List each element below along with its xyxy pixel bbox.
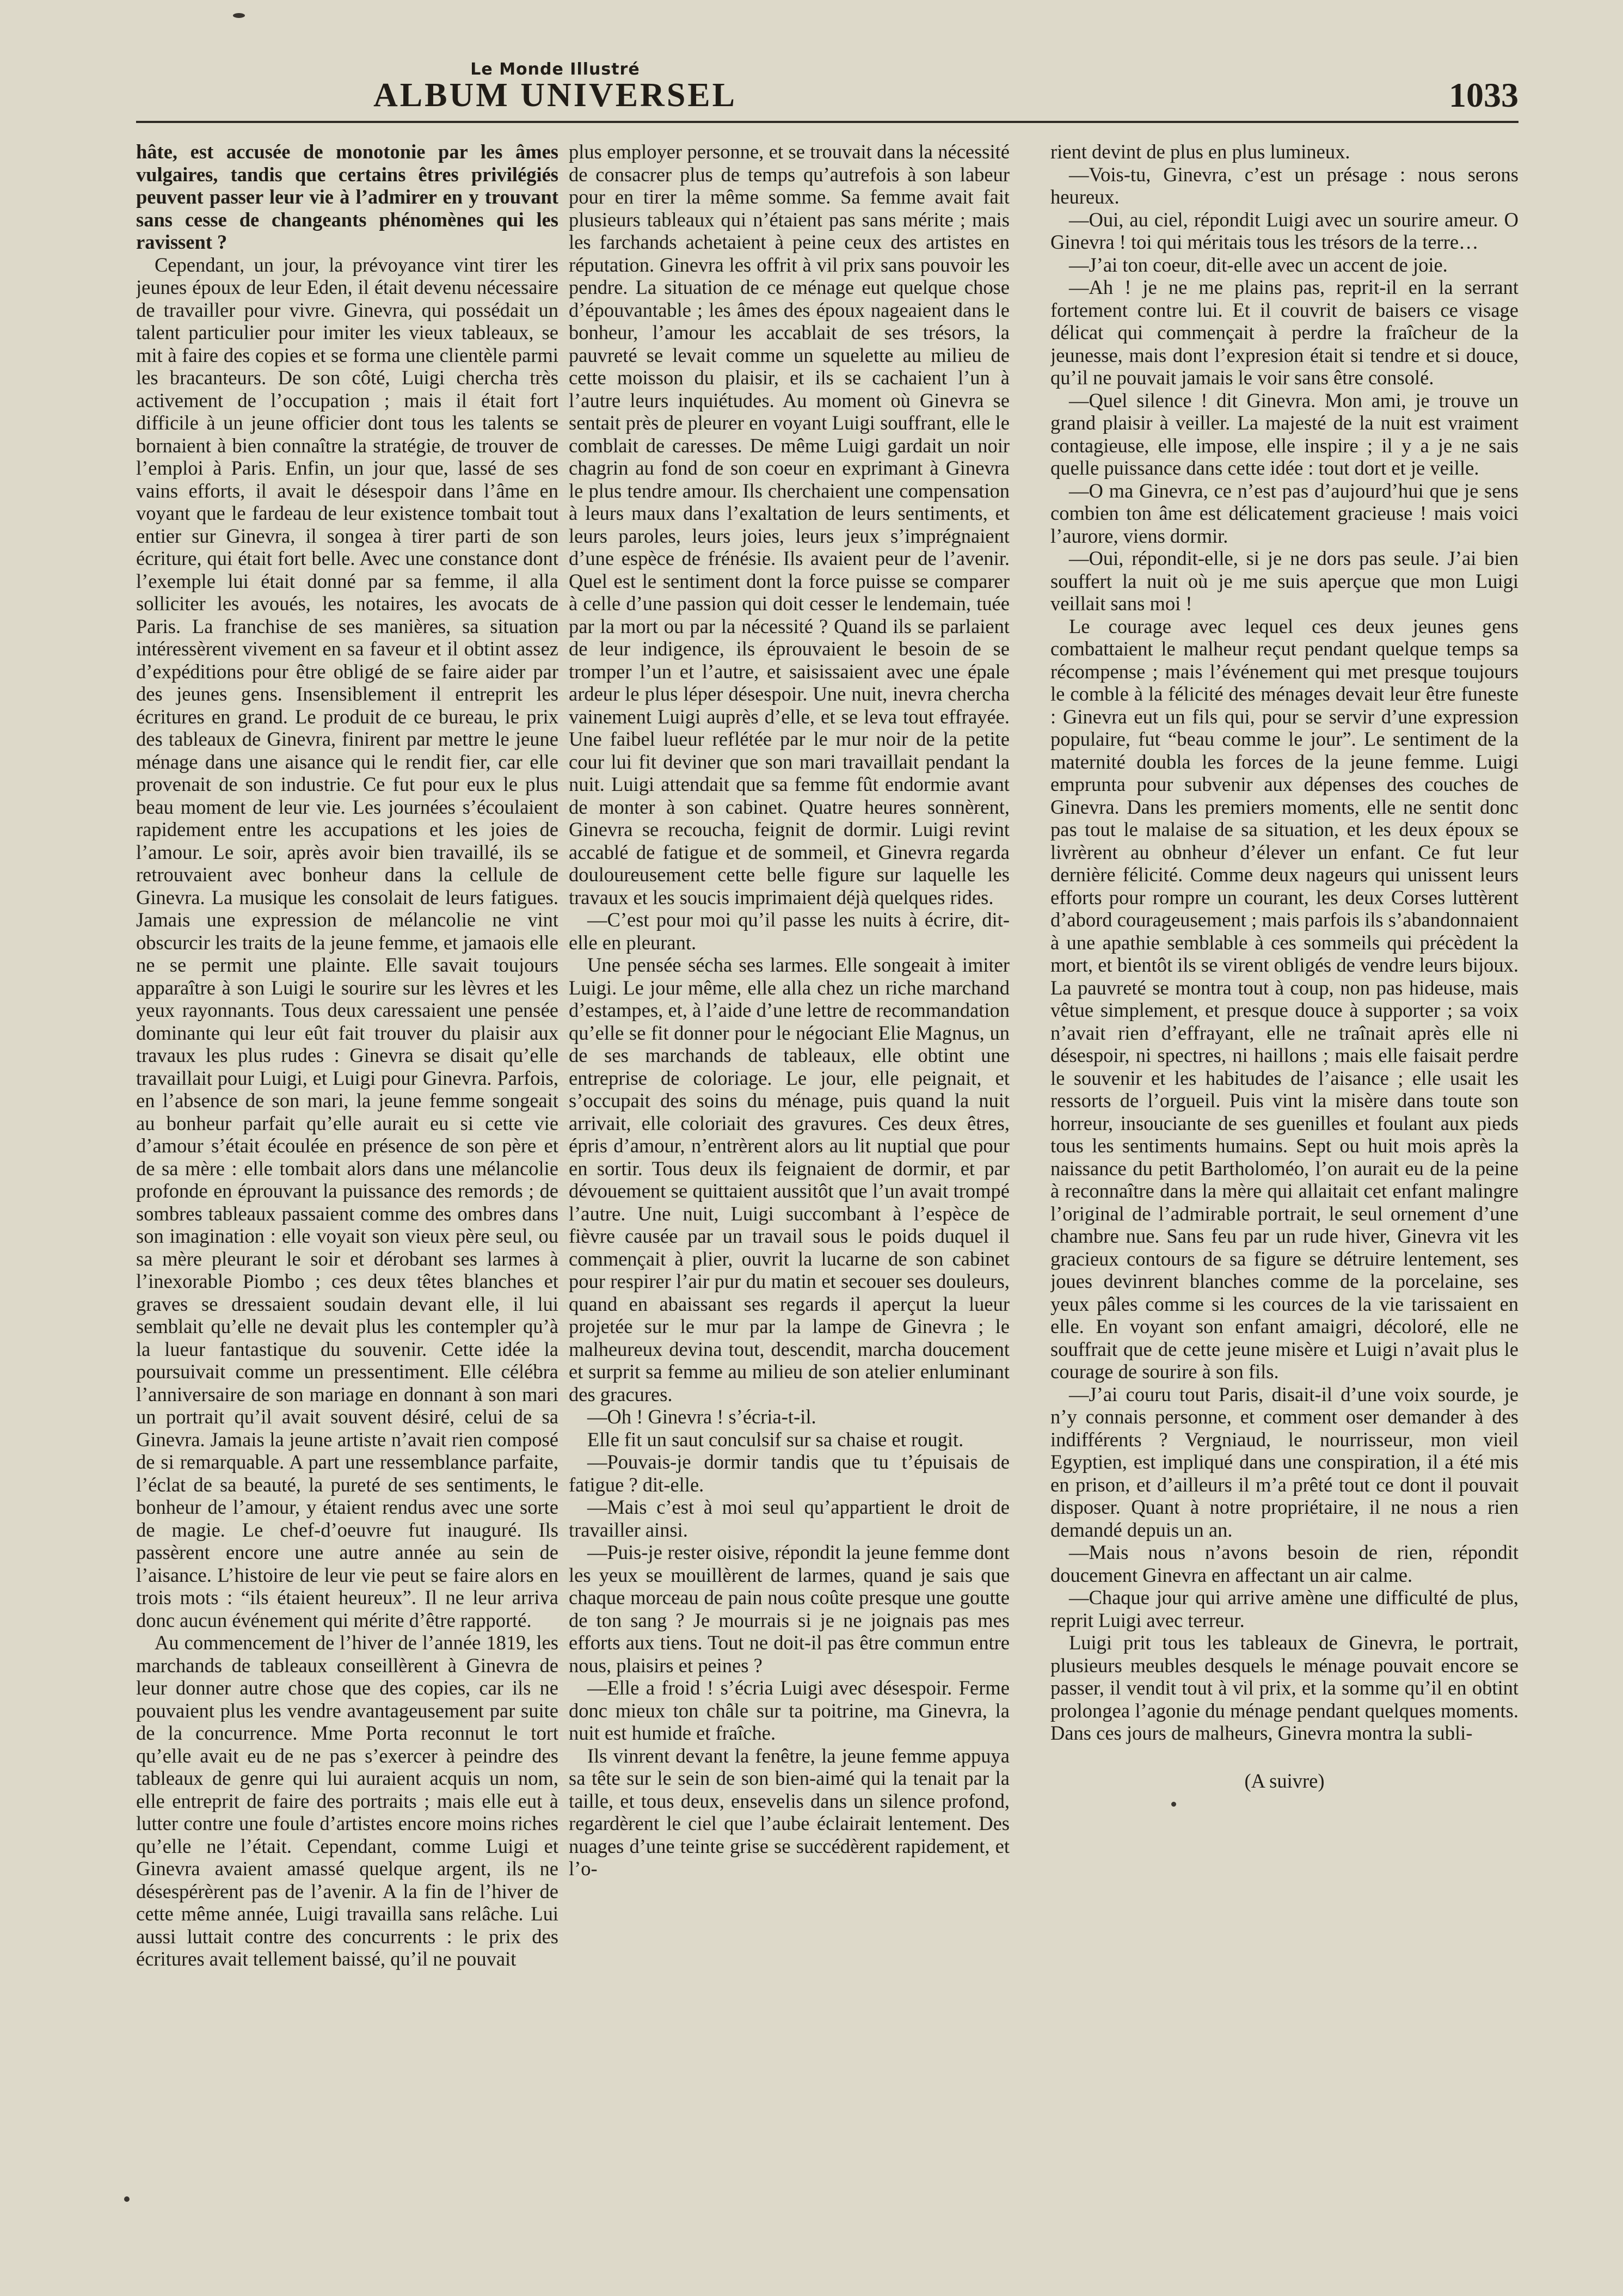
- paragraph: plus employer personne, et se trouvait dans la nécessité de consacrer plus de temps qu’autrefois à son labeur pour en tirer la même somme. Sa femme avait fait plusieurs tableaux qui n’étaient pas sans mérite ; mais les farchands achetaient à peine ceux des artistes en réputation. Ginevra les offrit à vil prix sans pouvoir les pendre. La situation de ce ménage eut quelque chose d’épouvantable ; les âmes des époux nageaient dans le bonheur, l’amour les accablait de ses trésors, la pauvreté se levait comme un squelette au milieu de cette moisson du plaisir, et ils se cachaient l’un à l’autre leurs inquiétudes. Au moment où Ginevra se sentait près de pleurer en voyant Luigi souffrant, elle le comblait de caresses. De même Luigi gardait un noir chagrin au fond de son coeur en exprimant à Ginevra le plus tendre amour. Ils cherchaient une compensation à leurs maux dans l’exaltation de leurs sentiments, et leurs paroles, leurs joies, leurs jeux s’imprégnaient d’une espèce de frénésie. Ils avaient peur de l’avenir. Quel est le sentiment dont la force puisse se comparer à celle d’une passion qui doit cesser le lendemain, tuée par la mort ou par la nécessité ? Quand ils se parlaient de leur indigence, ils éprouvaient le besoin de se tromper l’un et l’autre, et saisissaient avec une épale ardeur le plus léper désespoir. Une nuit, inevra chercha vainement Luigi auprès d’elle, et se leva tout effrayée. Une faibel lueur reflétée par le mur noir de la petite cour lui fit deviner que son mari travaillait pendant la nuit. Luigi attendait que sa femme fût endormie avant de monter à son cabinet. Quatre heures sonnèrent, Ginevra se recoucha, feignit de dormir. Luigi revint accablé de fatigue et de sommeil, et Ginevra regarda douloureusement cette belle figure sur laquelle les travaux et les soucis imprimaient déjà quelques rides.: [569, 140, 1010, 908]
- paragraph: —Puis-je rester oisive, répondit la jeune femme dont les yeux se mouillèrent de larmes, quand je sais que chaque morceau de pain nous coûte presque une goutte de ton sang ? Je mourrais si je ne joignais pas mes efforts aux tiens. Tout ne doit-il pas être commun entre nous, plaisirs et peines ?: [569, 1541, 1010, 1677]
- paragraph: Ils vinrent devant la fenêtre, la jeune femme appuya sa tête sur le sein de son bien-aimé qui la tenait par la taille, et tous deux, ensevelis dans un silence profond, regardèrent le ciel que l’aube éclairait lentement. Des nuages d’une teinte grise se succédèrent rapidement, et l’o-: [569, 1744, 1010, 1880]
- paragraph: Luigi prit tous les tableaux de Ginevra, le portrait, plusieurs meubles desquels le ménage pouvait encore se passer, il vendit tout à vil prix, et la somme qu’il en obtint prolongea l’agonie du ménage pendant quelques moments. Dans ces jours de malheurs, Ginevra montra la subli-: [1050, 1631, 1519, 1744]
- paragraph: Elle fit un saut conculsif sur sa chaise et rougit.: [587, 1428, 964, 1451]
- paragraph: Le courage avec lequel ces deux jeunes gens combattaient le malheur reçut pendant quelque temps sa récompense ; mais l’événement qui met presque toujours le comble à la félicité des ménages devait leur être funeste : Ginevra eut un fils qui, pour se servir d’une expression populaire, fut “beau comme le jour”. Le sentiment de la maternité doubla les forces de la jeune femme. Luigi emprunta pour subvenir aux dépenses des couches de Ginevra. Dans les premiers moments, elle ne sentit donc pas tout le malaise de sa situation, et les deux époux se livrèrent au obnheur d’élever un enfant. Ce fut leur dernière félicité. Comme deux nageurs qui unissent leurs efforts pour rompre un courant, les deux Corses luttèrent d’abord courageusement ; mais parfois ils s’abandonnaient à une apathie semblable à ces sommeils qui précèdent la mort, et bientôt ils se virent obligés de vendre leurs bijoux. La pauvreté se montra tout à coup, non pas hideuse, mais vêtue simplement, et presque douce à supporter ; sa voix n’avait rien d’effrayant, elle ne traînait après elle ni désespoir, ni spectres, ni haillons ; mais elle faisait perdre le souvenir et les habitudes de l’aisance ; elle usait les ressorts de l’orgueil. Puis vint la misère dans toute son horreur, insouciante de ses guenilles et foulant aux pieds tous les sentiments humains. Sept ou huit mois après la naissance du petit Bartholoméo, l’on aurait eu de la peine à reconnaître dans la mère qui allaitait cet enfant malingre l’original de l’admirable portrait, le seul ornement d’une chambre nue. Sans feu par un rude hiver, Ginevra vit les gracieux contours de sa figure se détruire lentement, ses joues devinrent blanches comme de la porcelaine, ses yeux pâles comme si les cources de la vie tarissaient en elle. En voyant son enfant amaigri, décoloré, elle ne souffrait que de cette jeune misère et Luigi n’avait plus le courage de sourire à son fils.: [1050, 615, 1519, 1383]
- paragraph: rient devint de plus en plus lumineux.: [1050, 140, 1350, 163]
- paragraph: —C’est pour moi qu’il passe les nuits à écrire, dit-elle en pleurant.: [569, 908, 1010, 954]
- paragraph: —J’ai ton coeur, dit-elle avec un accent de joie.: [1069, 253, 1448, 276]
- paragraph: —Elle a froid ! s’écria Luigi avec désespoir. Ferme donc mieux ton châle sur ta poitrine, ma Ginevra, la nuit est humide et fraîche.: [569, 1677, 1010, 1744]
- paragraph: —Ah ! je ne me plains pas, reprit-il en la serrant fortement contre lui. Et il couvrit de baisers ce visage délicat qui commençait à perdre la fraîcheur de la jeunesse, mais dont l’expresion était si tendre et si douce, qu’il ne pouvait jamais le voir sans être consolé.: [1050, 276, 1519, 389]
- paragraph: —Mais c’est à moi seul qu’appartient le droit de travailler ainsi.: [569, 1496, 1010, 1541]
- header-supertitle: Le Monde Illustré: [470, 60, 640, 79]
- paragraph: Au commencement de l’hiver de l’année 1819, les marchands de tableaux conseillèrent à Ginevra de leur donner autre chose que des copies, car ils ne pouvaient plus les vendre avantageusement par suite de la concurrence. Mme Porta reconnut le tort qu’elle avait eu de ne pas s’exercer à peindre des tableaux de genre qui lui auraient acquis un nom, elle entreprit de faire des portraits ; mais elle eut à lutter contre une foule d’artistes encore moins riches qu’elle ne l’était. Cependant, comme Luigi et Ginevra avaient amassé quelque argent, ils ne désespérèrent pas de l’avenir. A la fin de l’hiver de cette même année, Luigi travailla sans relâche. Lui aussi luttait contre des concurrents : le prix des écritures avait tellement baissé, qu’il ne pouvait: [136, 1631, 558, 1970]
- paragraph: —Oh ! Ginevra ! s’écria-t-il.: [587, 1405, 816, 1428]
- paragraph: hâte, est accusée de monotonie par les âmes vulgaires, tandis que certains êtres privilégiés peuvent passer leur vie à l’admirer en y trouvant sans cesse de changeants phénomènes qui les ravissent ?: [136, 140, 558, 253]
- page-header: [136, 60, 1519, 125]
- ink-speck: [233, 13, 245, 18]
- paragraph: —Pouvais-je dormir tandis que tu t’épuisais de fatigue ? dit-elle.: [569, 1451, 1010, 1496]
- paragraph: —J’ai couru tout Paris, disait-il d’une voix sourde, je n’y connais personne, et comment oser demander à des indifférents ? Vergniaud, le nourrisseur, mon vieil Egyptien, est impliqué dans une conspiration, il a été mis en prison, et d’ailleurs il m’a prêté tout ce dont il pouvait disposer. Quant à notre propriétaire, il ne nous a rien demandé depuis un an.: [1050, 1383, 1519, 1541]
- paragraph: Cependant, un jour, la prévoyance vint tirer les jeunes époux de leur Eden, il était devenu nécessaire de travailler pour vivre. Ginevra, qui possédait un talent particulier pour imiter les vieux tableaux, se mit à faire des copies et se forma une clientèle parmi les bracanteurs. De son côté, Luigi chercha très activement de l’occupation ; mais il était fort difficile à un jeune officier dont tous les talents se bornaient à bien connaître la stratégie, de trouver de l’emploi à Paris. Enfin, un jour que, lassé de ses vains efforts, il avait le désespoir dans l’âme en voyant que le fardeau de leur existence tombait tout entier sur Ginevra, il songea à tirer parti de son écriture, qui était fort belle. Avec une constance dont l’exemple lui était donné par sa femme, il alla solliciter les avoués, les notaires, les avocats de Paris. La franchise de ses manières, sa situation intéressèrent vivement en sa faveur et il obtint assez d’expéditions pour être obligé de se faire aider par des jeunes gens. Insensiblement il entreprit les écritures en grand. Le produit de ce bureau, le prix des tableaux de Ginevra, finirent par mettre le jeune ménage dans une aisance qui le rendit fier, car elle provenait de son industrie. Ce fut pour eux le plus beau moment de leur vie. Les journées s’écoulaient rapidement entre les accupations et les joies de l’amour. Le soir, après avoir bien travaillé, ils se retrouvaient avec bonheur dans la cellule de Ginevra. La musique les consolait de leurs fatigues. Jamais une expression de mélancolie ne vint obscurcir les traits de la jeune femme, et jamaois elle ne se permit une plainte. Elle savait toujours apparaître à son Luigi le sourire sur les lèvres et les yeux rayonnants. Tous deux caressaient une pensée dominante qui leur eût fait trouver du plaisir aux travaux les plus rudes : Ginevra se disait qu’elle travaillait pour Luigi, et Luigi pour Ginevra. Parfois, en l’absence de son mari, la jeune femme songeait au bonheur parfait qu’elle aurait eu si cette vie d’amour s’était écoulée en présence de son père et de sa mère : elle tombait alors dans une mélancolie profonde en éprouvant la puissance des remords ; de sombres tableaux passaient comme des ombres dans son imagination : elle voyait son vieux père seul, ou sa mère pleurant le soir et dérobant ses larmes à l’inexorable Piombo ; ces deux têtes blanches et graves se dressaient soudain devant elle, il lui semblait qu’elle ne devait plus les contempler qu’à la lueur fantastique du souvenir. Cette idée la poursuivait comme un pressentiment. Elle célébra l’anniversaire de son mariage en donnant à son mari un portrait qu’il avait souvent désiré, celui de sa Ginevra. Jamais la jeune artiste n’avait rien composé de si remarquable. A part une ressemblance parfaite, l’éclat de sa beauté, la pureté de ses sentiments, le bonheur de l’amour, y étaient rendus avec une sorte de magie. Le chef-d’oeuvre fut inauguré. Ils passèrent encore une autre année au sein de l’aisance. L’histoire de leur vie peut se faire alors en trois mots : “ils étaient heureux”. Il ne leur arriva donc aucun événement qui mérite d’être rapporté.: [136, 253, 558, 1631]
- paragraph: —Oui, répondit-elle, si je ne dors pas seule. J’ai bien souffert la nuit où je me suis aperçue que mon Luigi veillait sans moi !: [1050, 547, 1519, 615]
- column-3: [1050, 140, 1519, 2111]
- header-rule: [136, 121, 1519, 123]
- paragraph: —Mais nous n’avons besoin de rien, répondit doucement Ginevra en affectant un air calme.: [1050, 1541, 1519, 1586]
- paragraph: Une pensée sécha ses larmes. Elle songeait à imiter Luigi. Le jour même, elle alla chez un riche marchand d’estampes, et, à l’aide d’une lettre de recommandation qu’elle se fit donner pour le négociant Elie Magnus, un de ses marchands de tableaux, elle obtint une entreprise de coloriage. Le jour, elle peignait, et s’occupait des soins du ménage, puis quand la nuit arrivait, elle coloriait des gravures. Ces deux êtres, épris d’amour, n’entrèrent alors au lit nuptial que pour en sortir. Tous deux ils feignaient de dormir, et par dévouement se quittaient aussitôt que l’un avait trompé l’autre. Une nuit, Luigi succombant à l’espèce de fièvre causée par un travail sous le poids duquel il commençait à plier, ouvrit la lucarne de son cabinet pour respirer l’air pur du matin et secouer ses douleurs, quand en abaissant ses regards il aperçut la lueur projetée sur le mur par la lampe de Ginevra ; le malheureux devina tout, descendit, marcha doucement et surprit sa femme au milieu de son atelier enluminant des gracures.: [569, 954, 1010, 1405]
- paragraph: —Vois-tu, Ginevra, c’est un présage : nous serons heureux.: [1050, 163, 1519, 208]
- paragraph: —Quel silence ! dit Ginevra. Mon ami, je trouve un grand plaisir à veiller. La majesté de la nuit est vraiment contagieuse, elle impose, elle inspire ; il y a je ne sais quelle puissance dans cette idée : tout dort et je veille.: [1050, 389, 1519, 479]
- paragraph: —Chaque jour qui arrive amène une difficulté de plus, reprit Luigi avec terreur.: [1050, 1586, 1519, 1631]
- to-be-continued: (A suivre): [1244, 1769, 1325, 1792]
- paragraph: —Oui, au ciel, répondit Luigi avec un sourire ameur. O Ginevra ! toi qui méritais tous les trésors de la terre…: [1050, 208, 1519, 253]
- ink-speck: [124, 2196, 130, 2202]
- header-title: ALBUM UNIVERSEL: [373, 77, 737, 114]
- column-1: [136, 140, 558, 2111]
- paragraph: —O ma Ginevra, ce n’est pas d’aujourd’hui que je sens combien ton âme est délicatement gracieuse ! mais voici l’aurore, viens dormir.: [1050, 479, 1519, 547]
- page-number: 1033: [1449, 76, 1519, 114]
- column-2: [569, 140, 1010, 2111]
